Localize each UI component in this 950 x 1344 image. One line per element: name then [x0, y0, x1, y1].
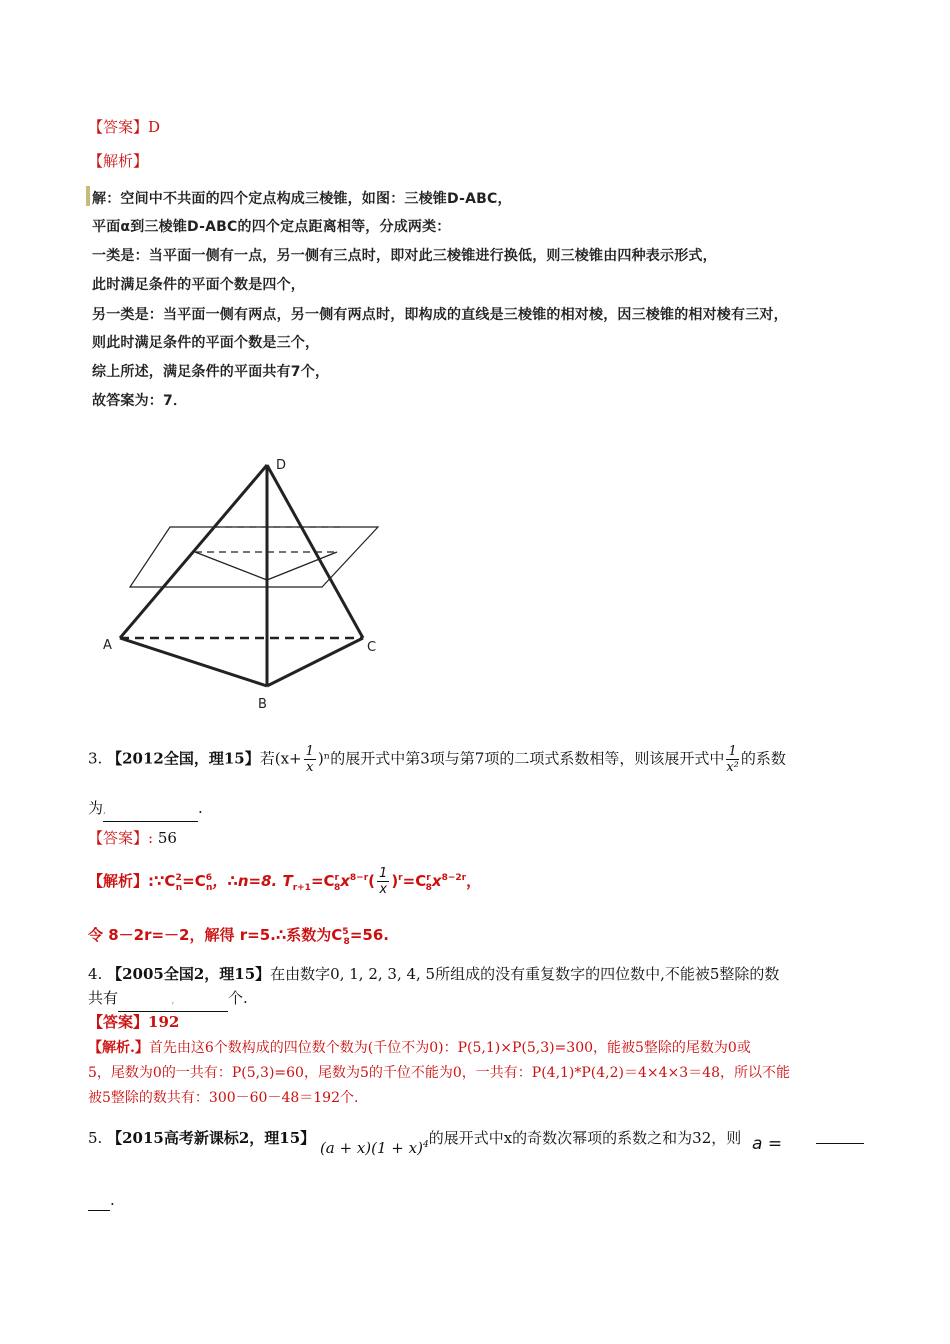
q3-number: 3. — [88, 749, 103, 768]
q3-fraction-2: $\frac{1}{\text{x²}}$ — [726, 744, 739, 775]
q4-analysis-2: 5，尾数为0的一共有：P(5,3)=60，尾数为5的千位不能为0，一共有：P(4,1)*P(4,2)＝4×4×3＝48，所以不能 — [88, 1065, 790, 1081]
scan-line-7: 综上所述，满足条件的平面共有7个， — [92, 364, 330, 380]
q3-answer-blank[interactable]: , — [103, 798, 198, 822]
scan-line-4: 此时满足条件的平面个数是四个， — [92, 277, 305, 293]
q5-source: 【2015高考新课标2，理15】 — [107, 1129, 316, 1147]
q4-analysis-1: 【解析.】首先由这6个数构成的四位数个数为(千位不为0)：P(5,1)×P(5,3)=300，能被5整除的尾数为0或 — [88, 1040, 751, 1056]
scan-edge-mark — [86, 186, 90, 206]
scan-line-1: 解：空间中不共面的四个定点构成三棱锥，如图：三棱锥D-ABC， — [92, 191, 512, 207]
plane-alpha — [130, 527, 378, 587]
edge-CB — [267, 638, 363, 686]
scan-line-8: 故答案为：7． — [92, 393, 188, 409]
scan-line-3: 一类是：当平面一侧有一点，另一侧有三点时，即对此三棱锥进行换低，则三棱锥由四种表示形式， — [92, 248, 717, 264]
q3-text-2: )ⁿ的展开式中第3项与第7项的二项式系数相等，则该展开式中 — [317, 749, 725, 768]
q3-text-3: 的系数 — [740, 749, 786, 768]
q3-analysis-1: 【解析】$:\because C^2_n=C^6_n$，∴n=8. $T_{r+1}=C^r_8x^{8-r}$( $\frac{1}{x}$ )$^r=C^r_8x^{8-2r}$， — [88, 866, 482, 897]
answer-label: 【答案】 — [88, 118, 149, 136]
q4-answer-blank[interactable]: , — [118, 988, 228, 1012]
q3-line-1 — [88, 744, 786, 775]
q5-answer-blank-a[interactable] — [816, 1143, 864, 1144]
label-C: C — [367, 640, 377, 655]
section-right — [267, 552, 337, 580]
pyramid-figure — [95, 440, 385, 710]
q3-source: 【2012全国，理15】 — [107, 749, 260, 768]
q3-answer: 【答案】: 56 — [88, 829, 177, 847]
q3-line-2: 为, . — [88, 798, 203, 822]
answer-value: D — [148, 118, 161, 136]
q4-source: 【2005全国2，理15】 — [107, 965, 271, 983]
q3-fraction-1: $\frac{1}{x}$ — [305, 744, 314, 775]
q4-line-2: 共有 , 个. — [88, 988, 248, 1012]
scan-line-6: 则此时满足条件的平面个数是三个， — [92, 335, 320, 351]
section-left — [195, 552, 267, 580]
scan-line-5: 另一类是：当平面一侧有两点，另一侧有两点时，即构成的直线是三棱锥的相对棱，因三棱锥的相对棱有三对， — [92, 307, 788, 323]
label-A: A — [103, 638, 112, 653]
q4-answer: 【答案】192 — [88, 1013, 180, 1031]
q5-line-2: . — [88, 1190, 115, 1211]
label-B: B — [258, 697, 267, 710]
q4-analysis-3: 被5整除的数共有：300－60－48＝192个. — [88, 1090, 359, 1106]
q5-variable: a = — [752, 1134, 783, 1154]
edge-AB — [120, 638, 267, 686]
q5-expression: $(a + x)(1 + x)^4$ — [319, 1139, 429, 1157]
q3-text-1: 若(x+ — [259, 749, 302, 768]
q3-analysis-2: 令 8－2r=－2，解得 r=5.∴系数为$C^5_8=56$. — [88, 926, 389, 947]
scan-line-2: 平面α到三棱锥D-ABC的四个定点距离相等，分成两类： — [92, 219, 451, 235]
answer-line — [88, 117, 160, 137]
q3-analysis-fraction: $\frac{1}{x}$ — [379, 866, 388, 897]
q5-line-1: 5. 【2015高考新课标2，理15】 $(a + x)(1 + x)^4$的展开式中x的奇数次幂项的系数之和为32，则 a = — [88, 1129, 783, 1157]
label-D: D — [276, 458, 287, 473]
q5-answer-blank-b[interactable] — [88, 1190, 110, 1211]
q4-line-1: 4. 【2005全国2，理15】在由数字0, 1, 2, 3, 4, 5所组成的没有重复数字的四位数中,不能被5整除的数 — [88, 965, 780, 983]
analysis-label: 【解析】 — [88, 152, 149, 170]
